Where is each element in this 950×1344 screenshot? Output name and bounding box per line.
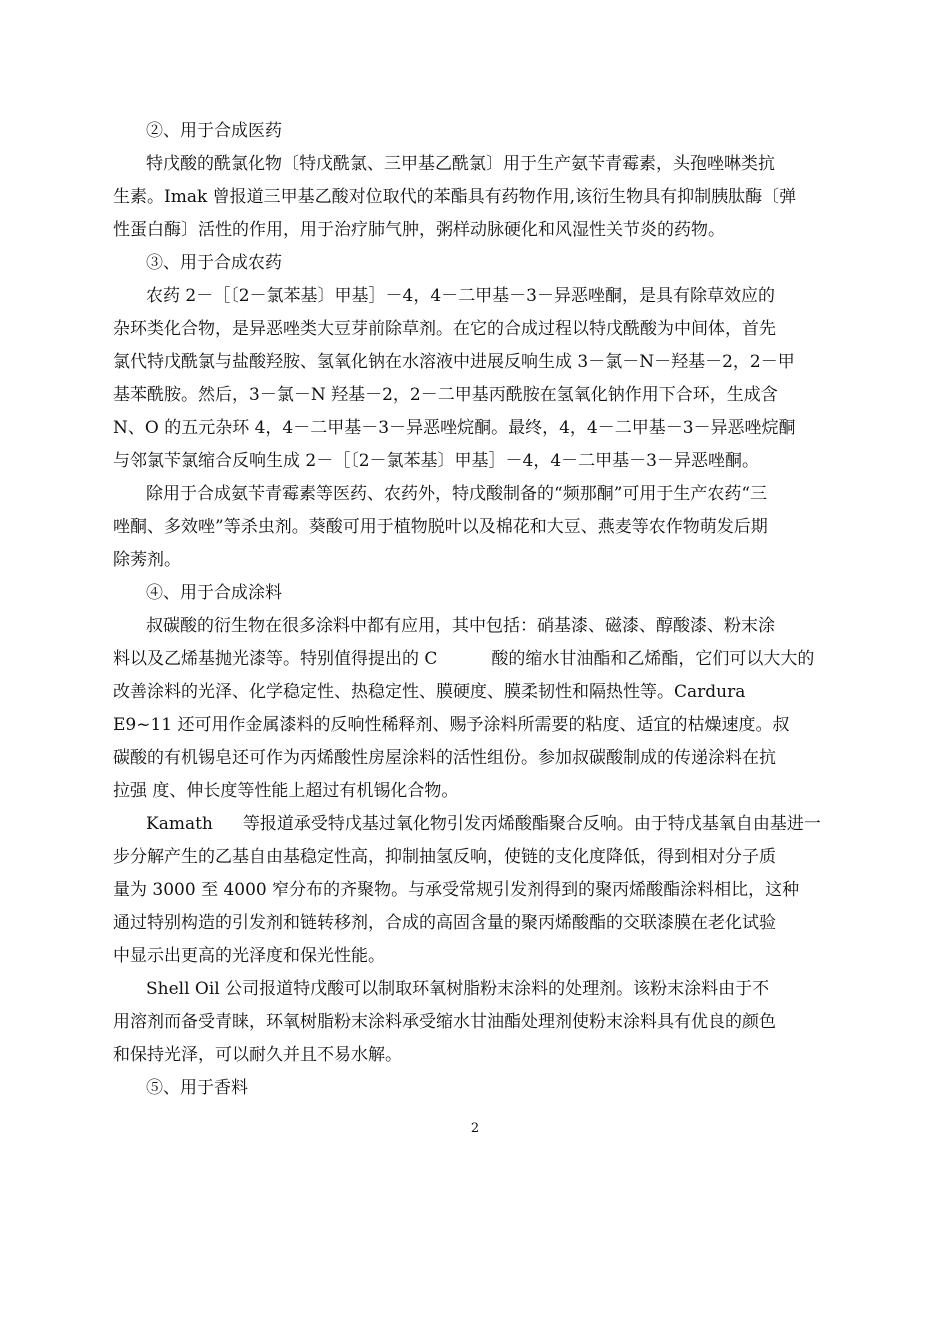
- text-line: 基苯酰胺。然后，3－氯－N 羟基－2，2－二甲基丙酰胺在氢氧化钠作用下合环，生成含: [113, 385, 778, 405]
- text-line: 用溶剂而备受青睐，环氧树脂粉末涂料承受缩水甘油酯处理剂使粉末涂料具有优良的颜色: [113, 1012, 776, 1032]
- text-line: 性蛋白酶〕活性的作用，用于治疗肺气肿，粥样动脉硬化和风湿性关节炎的药物。: [113, 220, 725, 240]
- paragraph-medicine: [113, 148, 861, 247]
- section-heading-pesticide: ③、用于合成农药: [146, 253, 282, 273]
- text-line: 杂环类化合物，是异恶唑类大豆芽前除草剂。在它的合成过程以特戊酰酸为中间体，首先: [113, 319, 776, 339]
- text-line: 农药 2－［〔2－氯苯基〕甲基］－4，4－二甲基－3－异恶唑酮，是具有除草效应的: [146, 286, 775, 306]
- text-line: 改善涂料的光泽、化学稳定性、热稳定性、膜硬度、膜柔韧性和隔热性等。Cardura: [113, 682, 746, 702]
- paragraph-coatings-shell: [113, 973, 861, 1072]
- text-line: 量为 3000 至 4000 窄分布的齐聚物。与承受常规引发剂得到的聚丙烯酸酯涂料相比，这种: [113, 880, 800, 900]
- paragraph-coatings-kamath: [113, 808, 861, 973]
- text-line: 除莠剂。: [113, 550, 181, 570]
- text-line: 生素。Imak 曾报道三甲基乙酸对位取代的苯酯具有药物作用,该衍生物具有抑制胰肽酶〔弹: [113, 187, 797, 207]
- text-line: 唑酮、多效唑”等杀虫剂。葵酸可用于植物脱叶以及棉花和大豆、燕麦等农作物萌发后期: [113, 517, 768, 537]
- text-line: 叔碳酸的衍生物在很多涂料中都有应用，其中包括：硝基漆、磁漆、醇酸漆、粉末涂: [146, 616, 775, 636]
- document-body: [113, 115, 861, 1105]
- text-line: 通过特别构造的引发剂和链转移剂，合成的高固含量的聚丙烯酸酯的交联漆膜在老化试验: [113, 913, 776, 933]
- text-line: 拉强 度、伸长度等性能上超过有机锡化合物。: [113, 781, 459, 801]
- text-line: 碳酸的有机锡皂还可作为丙烯酸性房屋涂料的活性组份。参加叔碳酸制成的传递涂料在抗: [113, 748, 776, 768]
- section-heading-coatings: ④、用于合成涂料: [146, 583, 282, 603]
- text-line: 和保持光泽，可以耐久并且不易水解。: [113, 1045, 402, 1065]
- text-line-with-subscript: [113, 643, 861, 676]
- text-fragment: 酸的缩水甘油酯和乙烯酯，它们可以大大的: [491, 649, 815, 669]
- text-line: 特戊酸的酰氯化物〔特戊酰氯、三甲基乙酰氯〕用于生产氨苄青霉素，头孢唑啉类抗: [146, 154, 775, 174]
- paragraph-pesticide-uses: [113, 478, 861, 577]
- text-line: N、O 的五元杂环 4，4－二甲基－3－异恶唑烷酮。最终，4，4－二甲基－3－异恶唑烷酮: [113, 418, 796, 438]
- text-line: E9~11 还可用作金属漆料的反响性稀释剂、赐予涂料所需要的粘度、适宜的枯燥速度。叔: [113, 715, 790, 735]
- text-line: 中显示出更高的光泽度和保光性能。: [113, 946, 385, 966]
- text-line: 除用于合成氨苄青霉素等医药、农药外，特戊酸制备的“频那酮”可用于生产农药“三: [146, 484, 768, 504]
- text-fragment: 料以及乙烯基抛光漆等。特别值得提出的 C: [113, 649, 438, 669]
- text-fragment: 等报道承受特戊基过氧化物引发丙烯酸酯聚合反响。由于特戊基氧自由基进一: [242, 814, 821, 834]
- section-heading-medicine: ②、用于合成医药: [146, 121, 282, 141]
- text-line: [113, 808, 861, 841]
- text-line: 与邻氯苄氯缩合反响生成 2－［〔2－氯苯基〕甲基］－4，4－二甲基－3－异恶唑酮。: [113, 451, 759, 471]
- paragraph-pesticide-synthesis: [113, 280, 861, 478]
- page-number: 2: [470, 1121, 480, 1136]
- text-line: 氯代特戊酰氯与盐酸羟胺、氢氧化钠在水溶液中进展反响生成 3－氯－N－羟基－2，2－甲: [113, 352, 795, 372]
- paragraph-coatings-derivatives: [113, 610, 861, 808]
- section-heading-fragrance: ⑤、用于香料: [146, 1078, 248, 1098]
- text-line: 步分解产生的乙基自由基稳定性高，抑制抽氢反响，使链的支化度降低，得到相对分子质: [113, 847, 776, 867]
- author-name: Kamath: [146, 814, 213, 834]
- text-line: Shell Oil 公司报道特戊酸可以制取环氧树脂粉末涂料的处理剂。该粉末涂料由于不: [146, 979, 770, 999]
